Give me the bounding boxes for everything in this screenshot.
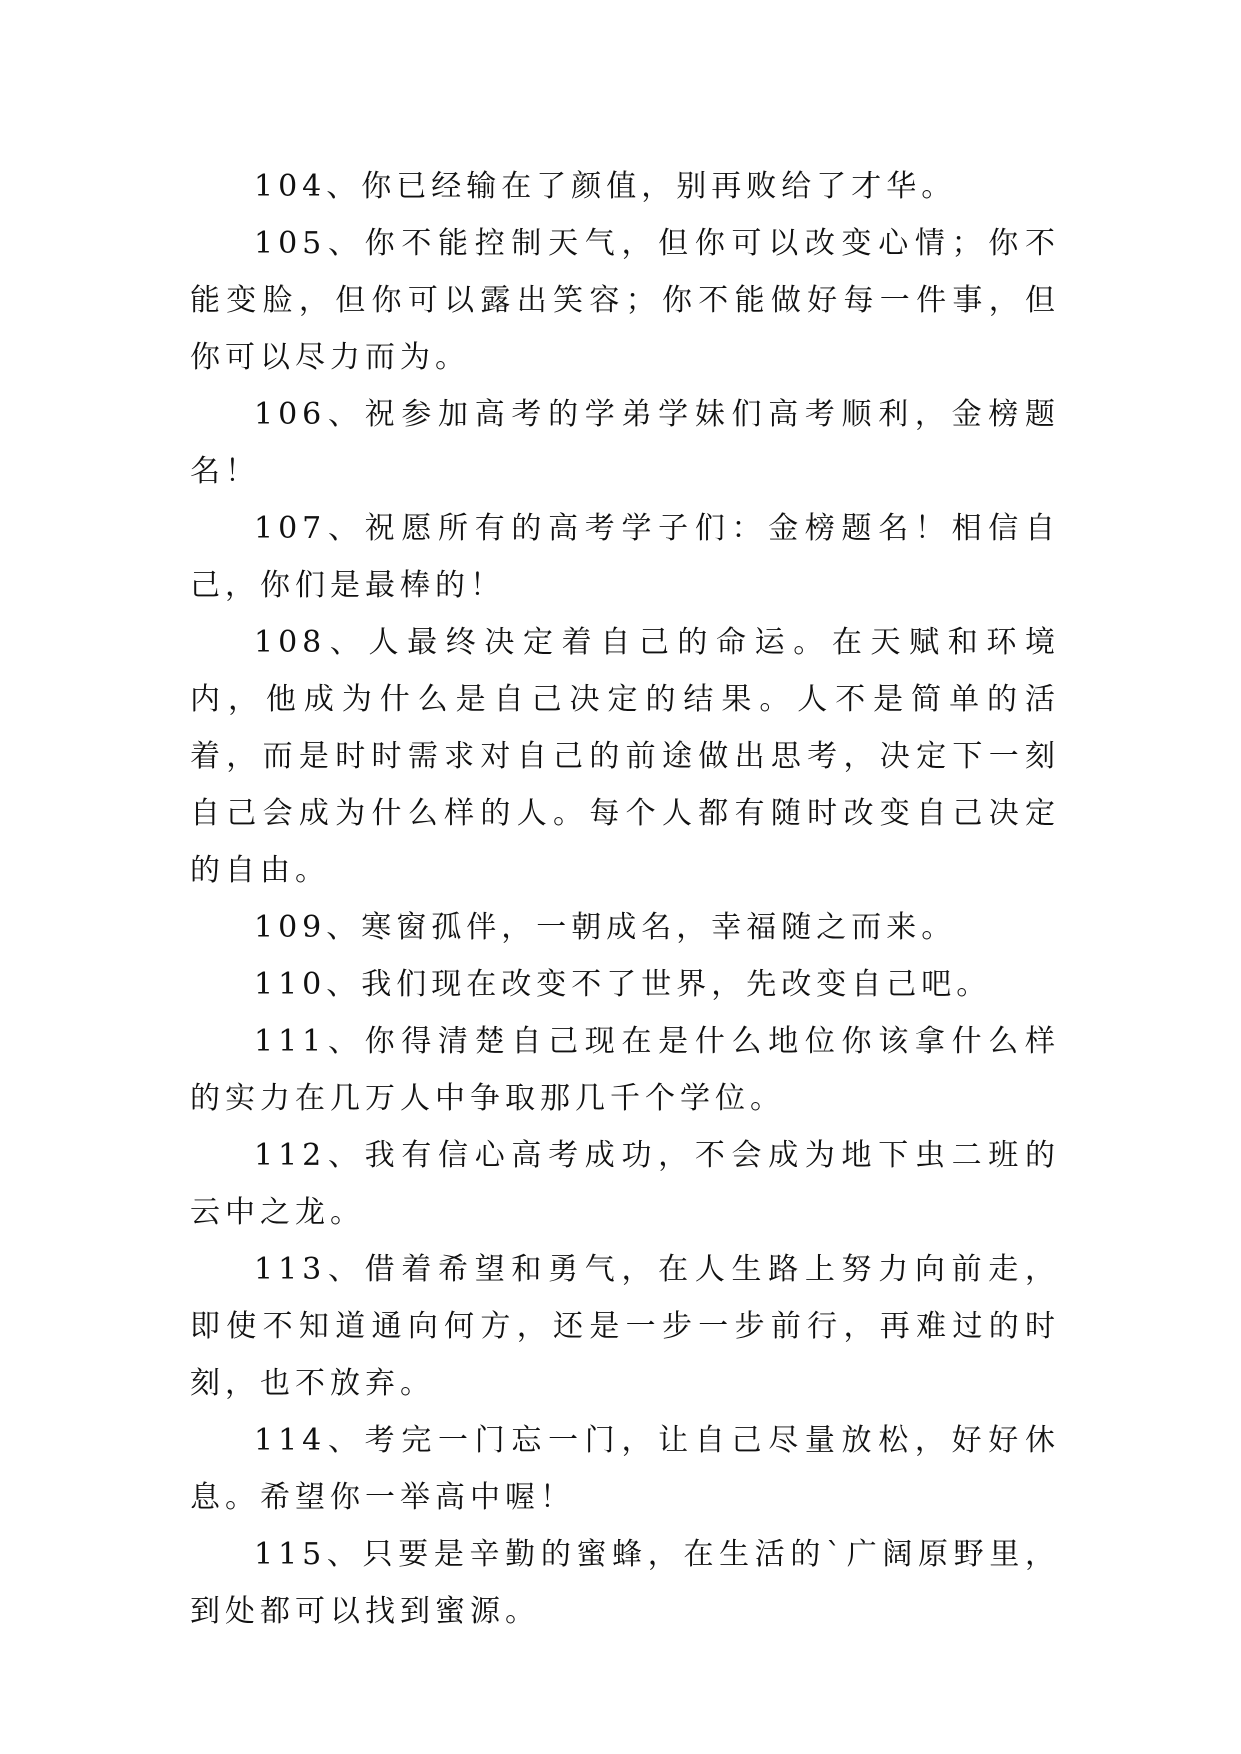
paragraph-113: 113、借着希望和勇气，在人生路上努力向前走，即使不知道通向何方，还是一步一步前行，再难过的时刻，也不放弃。: [190, 1252, 1060, 1401]
paragraph-108: 108、人最终决定着自己的命运。在天赋和环境内，他成为什么是自己决定的结果。人不是简单的活着，而是时时需求对自己的前途做出思考，决定下一刻自己会成为什么样的人。每个人都有随时改变自己决定的自由。: [190, 625, 1060, 888]
paragraph-114: 114、考完一门忘一门，让自己尽量放松，好好休息。希望你一举高中喔！: [190, 1423, 1060, 1515]
paragraph-110: 110、我们现在改变不了世界，先改变自己吧。: [254, 967, 992, 1002]
paragraph-115: 115、只要是辛勤的蜜蜂，在生活的`广阔原野里，到处都可以找到蜜源。: [190, 1537, 1060, 1629]
paragraph-107: 107、祝愿所有的高考学子们：金榜题名！相信自己，你们是最棒的！: [190, 511, 1060, 603]
paragraph-109: 109、寒窗孤伴，一朝成名，幸福随之而来。: [254, 910, 957, 945]
paragraph-112: 112、我有信心高考成功，不会成为地下虫二班的云中之龙。: [190, 1138, 1060, 1230]
paragraph-105: 105、你不能控制天气，但你可以改变心情；你不能变脸，但你可以露出笑容；你不能做好每一件事，但你可以尽力而为。: [190, 226, 1060, 375]
document-body: [190, 158, 1060, 1640]
paragraph-111: 111、你得清楚自己现在是什么地位你该拿什么样的实力在几万人中争取那几千个学位。: [190, 1024, 1060, 1116]
paragraph-104: 104、你已经输在了颜值，别再败给了才华。: [254, 169, 957, 204]
paragraph-106: 106、祝参加高考的学弟学妹们高考顺利，金榜题名！: [190, 397, 1060, 489]
